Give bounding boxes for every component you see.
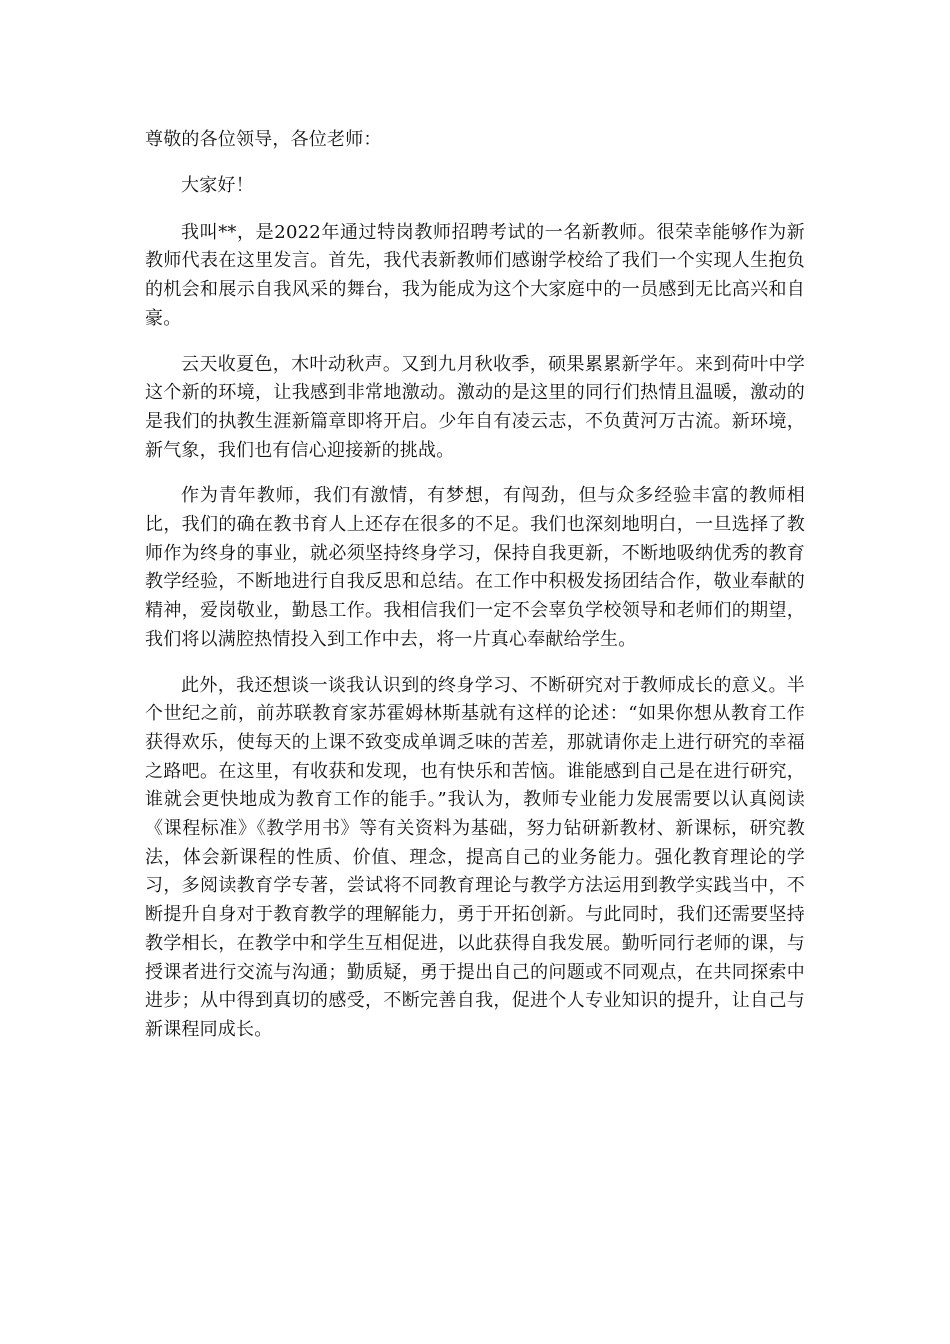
paragraph-young-teachers: 作为青年教师，我们有激情，有梦想，有闯劲，但与众多经验丰富的教师相比，我们的确在教书育人上还存在很多的不足。我们也深刻地明白，一旦选择了教师作为终身的事业，就必须坚持终身学习，保持自我更新，不断地吸纳优秀的教育教学经验，不断地进行自我反思和总结。在工作中积极发扬团结合作，敬业奉献的精神，爱岗敬业，勤恳工作。我相信我们一定不会辜负学校领导和老师们的期望，我们将以满腔热情投入到工作中去，将一片真心奉献给学生。: [145, 485, 805, 650]
paragraph-autumn: 云天收夏色，木叶动秋声。又到九月秋收季，硕果累累新学年。来到荷叶中学这个新的环境，让我感到非常地激动。激动的是这里的同行们热情且温暖，激动的是我们的执教生涯新篇章即将开启。少年自有凌云志，不负黄河万古流。新环境，新气象，我们也有信心迎接新的挑战。: [145, 353, 805, 461]
salutation: 尊敬的各位领导，各位老师：: [145, 129, 382, 150]
paragraph-lifelong-learning: 此外，我还想谈一谈我认识到的终身学习、不断研究对于教师成长的意义。半个世纪之前，前苏联教育家苏霍姆林斯基就有这样的论述：“如果你想从教育工作获得欢乐，使每天的上课不致变成单调乏味的苦差，那就请你走上进行研究的幸福之路吧。在这里，有收获和发现，也有快乐和苦恼。谁能感到自己是在进行研究，谁就会更快地成为教育工作的能手。”我认为，教师专业能力发展需要以认真阅读《课程标准》《教学用书》等有关资料为基础，努力钻研新教材、新课标，研究教法，体会新课程的性质、价值、理念，提高自己的业务能力。强化教育理论的学习，多阅读教育学专著，尝试将不同教育理论与教学方法运用到教学实践当中，不断提升自身对于教育教学的理解能力，勇于开拓创新。与此同时，我们还需要坚持教学相长，在教学中和学生互相促进，以此获得自我发展。勤听同行老师的课，与授课者进行交流与沟通；勤质疑，勇于提出自己的问题或不同观点，在共同探索中进步；从中得到真切的感受，不断完善自我，促进个人专业知识的提升，让自己与新课程同成长。: [145, 674, 805, 1040]
document-page: [145, 126, 805, 1062]
greeting: 大家好！: [181, 175, 254, 196]
paragraph-introduction: 我叫**，是2022年通过特岗教师招聘考试的一名新教师。很荣幸能够作为新教师代表在这里发言。首先，我代表新教师们感谢学校给了我们一个实现人生抱负的机会和展示自我风采的舞台，我为能成为这个大家庭中的一员感到无比高兴和自豪。: [145, 221, 805, 329]
